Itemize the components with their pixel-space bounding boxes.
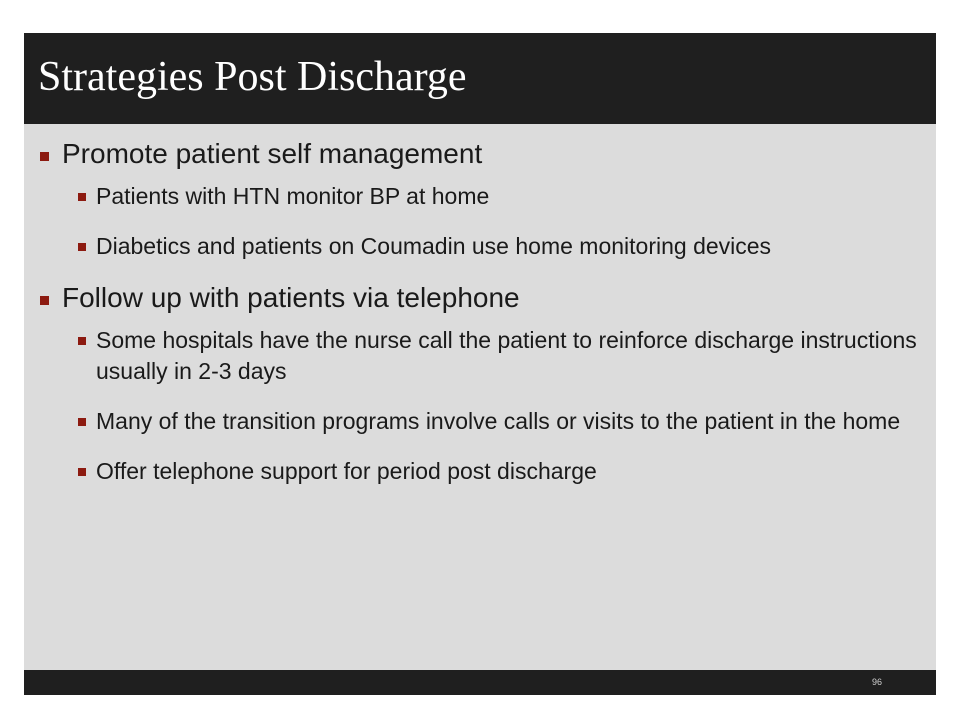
footer-bar xyxy=(24,670,936,695)
square-bullet-icon xyxy=(40,152,49,161)
sub-bullet-text: Offer telephone support for period post discharge xyxy=(96,458,597,484)
bullet-text: Follow up with patients via telephone xyxy=(62,282,520,313)
square-bullet-icon xyxy=(78,193,86,201)
square-bullet-icon xyxy=(78,243,86,251)
sub-bullet-text: Many of the transition programs involve calls or visits to the patient in the home xyxy=(96,408,901,434)
square-bullet-icon xyxy=(78,418,86,426)
slide-title: Strategies Post Discharge xyxy=(38,54,467,100)
square-bullet-icon xyxy=(78,337,86,345)
sub-bullet-item xyxy=(38,325,918,387)
sub-bullet-text: Patients with HTN monitor BP at home xyxy=(96,183,490,209)
bullet-text: Promote patient self management xyxy=(62,138,483,169)
sub-bullet-text: Diabetics and patients on Coumadin use home monitoring devices xyxy=(96,233,772,259)
bullet-item xyxy=(38,281,918,315)
bullet-item xyxy=(38,137,918,171)
sub-bullet-text: Some hospitals have the nurse call the patient to reinforce discharge instructions usually in 2-3 days xyxy=(96,327,917,384)
page-number: 96 xyxy=(871,677,882,687)
square-bullet-icon xyxy=(78,468,86,476)
sub-bullet-item xyxy=(38,181,918,212)
sub-bullet-item xyxy=(38,406,918,437)
title-bar xyxy=(24,33,936,124)
square-bullet-icon xyxy=(40,296,49,305)
slide-body xyxy=(38,137,918,506)
sub-bullet-item xyxy=(38,456,918,487)
sub-bullet-item xyxy=(38,231,918,262)
slide xyxy=(24,33,936,695)
